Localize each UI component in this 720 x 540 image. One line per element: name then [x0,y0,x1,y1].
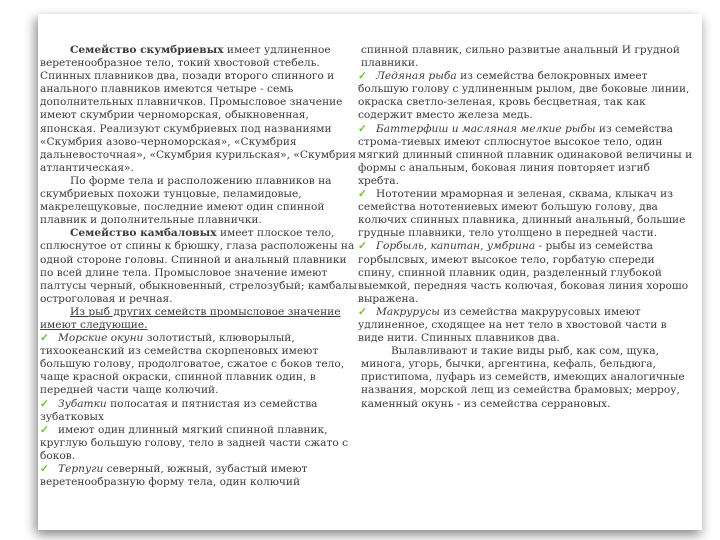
checkmark-icon: ✓ [40,397,49,410]
bullet-wolffish-body [40,424,362,463]
heading-mackerel: Семейство скумбриевых [70,44,224,56]
bullet-text: северный, южный, зубастый имеют веретенообразную форму тела, один колючий [40,463,308,489]
bullet-term: Морские окуни [58,332,144,345]
bullet-greenling [40,463,362,489]
bullet-text: имеют один длинный мягкий спинной плавник, круглую большую голову, тело в задней части сжато с боков. [40,423,349,462]
bullet-text: полосатая и пятнистая из семейства зубатковых [40,397,318,423]
paragraph-mackerel [40,44,362,175]
paragraph-text: имеет удлиненное веретенообразное тело, токий хвостовой стебель. Спинных плавников два, позади второго спинного и анального плавников имеются четыре - семь дополнительных плавничков. Промысловое значение имеют скумбрии черноморская, обыкновенная, японская. Реализуют скумбриевых под названиями «Скумбрия азово-черноморская», «Скумбрия дальневосточная», «Скумбрия курильская», «Скумбрия атлантическая». [40,44,356,174]
bullet-term: Макрурусы [376,305,440,318]
checkmark-icon: ✓ [358,305,367,318]
bullet-text: Нототении мраморная и зеленая, сквама, клыкач из семейства нототениевых имеют большую голову, два колючих спинных плавника, длинный анальный, большие грудные плавники, тело утолщено в передней части. [358,188,686,240]
paragraph-other-species: Вылавливают и такие виды рыб, как сом, щука, минога, угорь, бычки, аргентина, кефаль, бельдюга, пристипома, луфарь из семейств, имеющих аналогичные названия, морской лещ из семейства брамовых; мерроу, каменный окунь - из семейства серрановых. [361,345,685,410]
checkmark-icon: ✓ [358,122,367,135]
checkmark-icon: ✓ [358,188,367,201]
bullet-croaker [358,240,694,305]
bullet-text: из семейства макрурусовых имеют удлиненное, сходящее на нет тело в хвостовой части в виде нити. Спинных плавников два. [358,305,667,345]
checkmark-icon: ✓ [40,423,49,436]
right-column [358,44,694,411]
checkmark-icon: ✓ [40,463,49,475]
bullet-term: Терпуги [58,463,104,475]
bullet-text: из семейства строма-тиевых имеют сплюснутое высокое тело, один мягкий длинный спинной плавник одинаковой величины и формы с анальным, боковая линия повторяет изгиб хребта. [358,122,693,187]
paragraph-text: имеет плоское тело, сплюснутое от спины к брюшку, глаза расположены на одной стороне головы. Спинной и анальный плавники по всей длине тела. Промысловое значение имеют палтусы черный, обыкновенный, стрелозубый; камбалы остроголовая и речная. [40,227,357,305]
bullet-term: Горбыль, капитан, умбрина [376,240,536,253]
bullet-sea-perch [40,332,362,397]
bullet-text: - рыбы из семейства горбылсвых, имеют высокое тело, горбатую спереди спину, спинной плавник один, разделенный глубокой выемкой, передняя часть колючая, боковая линия хорошо выражена. [358,240,689,305]
heading-flounder: Семейство камбаловых [70,227,217,240]
bullet-wolffish [40,398,362,424]
paragraph-other-families: Из рыб других семейств промысловое значение имеют следующие. [40,305,341,331]
bullet-term: Ледяная рыба [376,70,457,83]
bullet-text: золотистый, клюворылый, тихоокеанский из семейства скорпеновых имеют большую голову, продолговатое, сжатое с боков тело, чаще красной окраски, спинной плавник один, в передней части чаще колючий. [40,332,345,397]
bullet-icefish [358,70,694,122]
bullet-grenadier [358,306,694,345]
bullet-text: из семейства белокровных имеет большую голову с удлиненным рылом, две боковые линии, окраска светло-зеленая, кровь бесцветная, так как содержит вместо железа медь. [358,70,690,122]
checkmark-icon: ✓ [40,332,49,345]
checkmark-icon: ✓ [358,240,367,253]
paragraph-tuna: По форме тела и расположению плавников на скумбриевых похожи тунцовые, пеламидовые, макрелещуковые, последние имеют один спинной плавник и дополнительные плавнички. [40,174,332,227]
paragraph-continuation: спинной плавник, сильно развитые анальный И грудной плавники. [361,44,680,70]
bullet-term: Зубатки [58,397,107,410]
checkmark-icon: ✓ [358,70,367,83]
bullet-term: Баттерфиш и масляная мелкие рыбы [376,122,596,135]
paragraph-flounder [40,227,362,306]
bullet-butterfish [358,123,694,188]
bullet-notothenia [358,188,694,240]
left-column [40,44,362,489]
